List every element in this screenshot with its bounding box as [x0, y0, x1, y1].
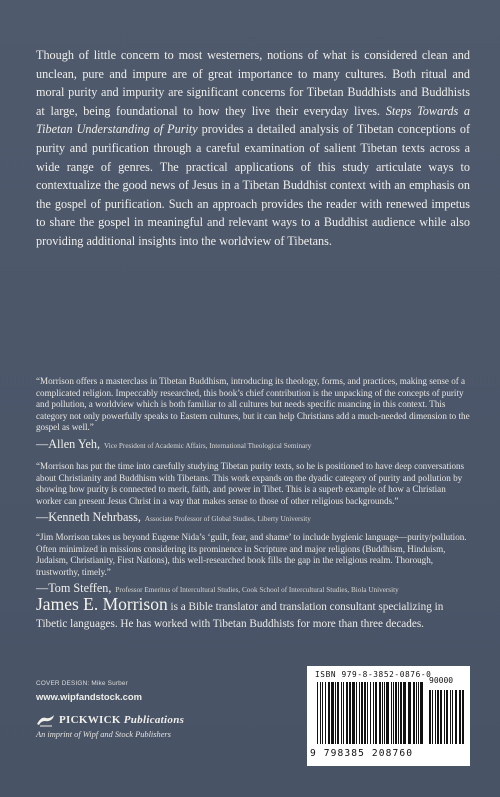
price-code: 90000	[429, 676, 454, 685]
endorsement-text: “Morrison has put the time into carefully studying Tibetan purity texts, so he is positioned to have deep conversations about Christianity and Buddhism with Tibetans. This work expands on the dyadic category of purity and pollution by showing how purity is connected to merit, faith, and power in Tibet. This is a superb example of how a Christian worker can present Jesus Christ in a way that makes sense to those of other religious backgrounds.”	[36, 461, 465, 506]
publisher-logo-line	[36, 712, 184, 728]
endorsement-text: “Jim Morrison takes us beyond Eugene Nida’s ‘guilt, fear, and shame’ to include hygienic language—purity/pollution. Often minimized in missions considering its prominence in Scripture and major religions (Buddhism, Hinduism, Judaism, Christianity, First Nations), this well-researched book fills the gap in the religious realm. Thorough, trustworthy, timely.”	[36, 532, 467, 577]
pickwick-logo-icon	[36, 712, 56, 728]
cover-design-credit: COVER DESIGN: Mike Surber	[36, 680, 129, 687]
endorsement-text: “Morrison offers a masterclass in Tibetan Buddhism, introducing its theology, forms, and practices, making sense of a complicated religion. Impeccably researched, this book’s chief contribution is the unpacking of the concepts of purity and pollution, a worldview which is both familiar to all cultures but needs specific nuancing in this context. This category not only powerfully speaks to Eastern cultures, but it can help Christians add a much-needed dimension to the gospel as well.”	[36, 376, 470, 433]
endorser-title: Associate Professor of Global Studies, Liberty University	[144, 515, 311, 524]
publisher-name-main: PICKWICK	[59, 714, 121, 726]
endorsement-2	[36, 461, 470, 526]
endorser-name: —Allen Yeh,	[36, 436, 100, 451]
publisher-credits	[36, 680, 184, 739]
author-name: James E. Morrison	[36, 594, 168, 614]
description-text-1: Though of little concern to most westerners, notions of what is considered clean and unclean, pure and impure are of great importance to many cultures. Both ritual and moral purity and impurity are significant concerns for Tibetan Buddhists and Buddhists at large, being foundational to how they live their everyday lives.	[36, 48, 470, 118]
endorsement-attribution	[36, 508, 470, 526]
book-title: Steps Towards a Tibetan Understanding of Purity	[36, 103, 470, 137]
publisher-name-suffix: Publications	[123, 714, 185, 726]
isbn-barcode	[307, 666, 470, 766]
description-paragraph	[36, 46, 470, 251]
endorser-name: —Tom Steffen,	[36, 581, 112, 596]
isbn-text: ISBN 979-8-3852-0876-0	[315, 670, 432, 679]
publisher-name	[59, 714, 184, 726]
imprint-line: An imprint of Wipf and Stock Publishers	[36, 730, 171, 739]
publisher-url: www.wipfandstock.com	[36, 691, 142, 702]
barcode-number: 9 798385 208760	[310, 748, 414, 759]
book-description	[36, 46, 470, 251]
barcode-bars	[315, 682, 465, 746]
description-text-2: provides a detailed analysis of Tibetan conceptions of purity and purification through a careful examination of salient Tibetan texts across a wide range of genres. The practical applications of this study articulate ways to contextualize the good news of Jesus in a Tibetan Buddhist context with an emphasis on the gospel of purification. Such an approach provides the reader with renewed impetus to share the gospel in meaningful and relevant ways to a Buddhist audience while also providing additional insights into the worldview of Tibetans.	[36, 122, 471, 248]
author-bio-text: is a Bible translator and translation consultant specializing in Tibetic languages. He has worked with Tibetan Buddhists for more than three decades.	[36, 601, 444, 630]
endorsement-1	[36, 376, 470, 453]
endorser-title: Professor Emeritus of Intercultural Studies, Cook School of Intercultural Studies, Biola University	[115, 586, 399, 595]
endorser-title: Vice President of Academic Affairs, International Theological Seminary	[104, 441, 312, 450]
endorser-name: —Kenneth Nehrbass,	[36, 510, 141, 525]
endorsement-attribution	[36, 435, 470, 453]
endorsement-3	[36, 532, 470, 597]
author-bio	[36, 596, 472, 633]
